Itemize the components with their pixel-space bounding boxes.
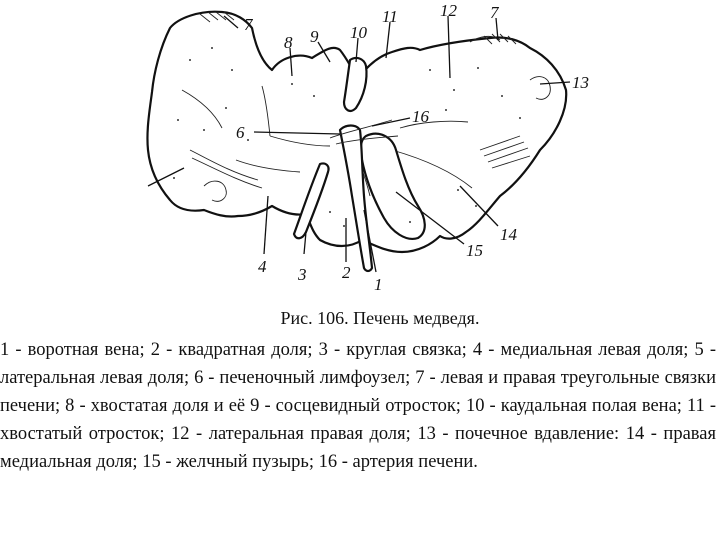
callout-9: 9 [310, 27, 319, 46]
callout-8: 8 [284, 33, 293, 52]
callout-10: 10 [350, 23, 367, 42]
callout-15: 15 [466, 241, 483, 260]
callout-16: 16 [412, 107, 429, 126]
callout-12: 12 [440, 1, 457, 20]
callout-2: 2 [342, 263, 351, 282]
callout-7-left: 7 [244, 15, 253, 34]
callout-14: 14 [500, 225, 517, 244]
callout-1: 1 [374, 275, 383, 294]
figure-caption-legend: 1 - воротная вена; 2 - квадратная доля; 3 - круглая связка; 4 - медиальная левая доля; 5 - латеральная левая доля; 6 - печеночный лимфоузел; 7 - левая и правая треугольные связки печени; 8 - хвостатая доля и её 9 - сосцевидный отросток; 10 - каудальная полая вена; 11 - хвостатый отросток; 12 - латеральная правая доля; 13 - почечное вдавление: 14 - правая медиальная доля; 15 - желчный пузырь; 16 - артерия печени. [0, 340, 716, 472]
callout-11: 11 [382, 7, 398, 26]
callout-13: 13 [572, 73, 589, 92]
figure-caption-title: Рис. 106. Печень медведя. [280, 308, 480, 328]
callout-7-right: 7 [490, 3, 499, 22]
callout-6: 6 [236, 123, 245, 142]
callout-3: 3 [298, 265, 307, 284]
callout-4: 4 [258, 257, 267, 276]
